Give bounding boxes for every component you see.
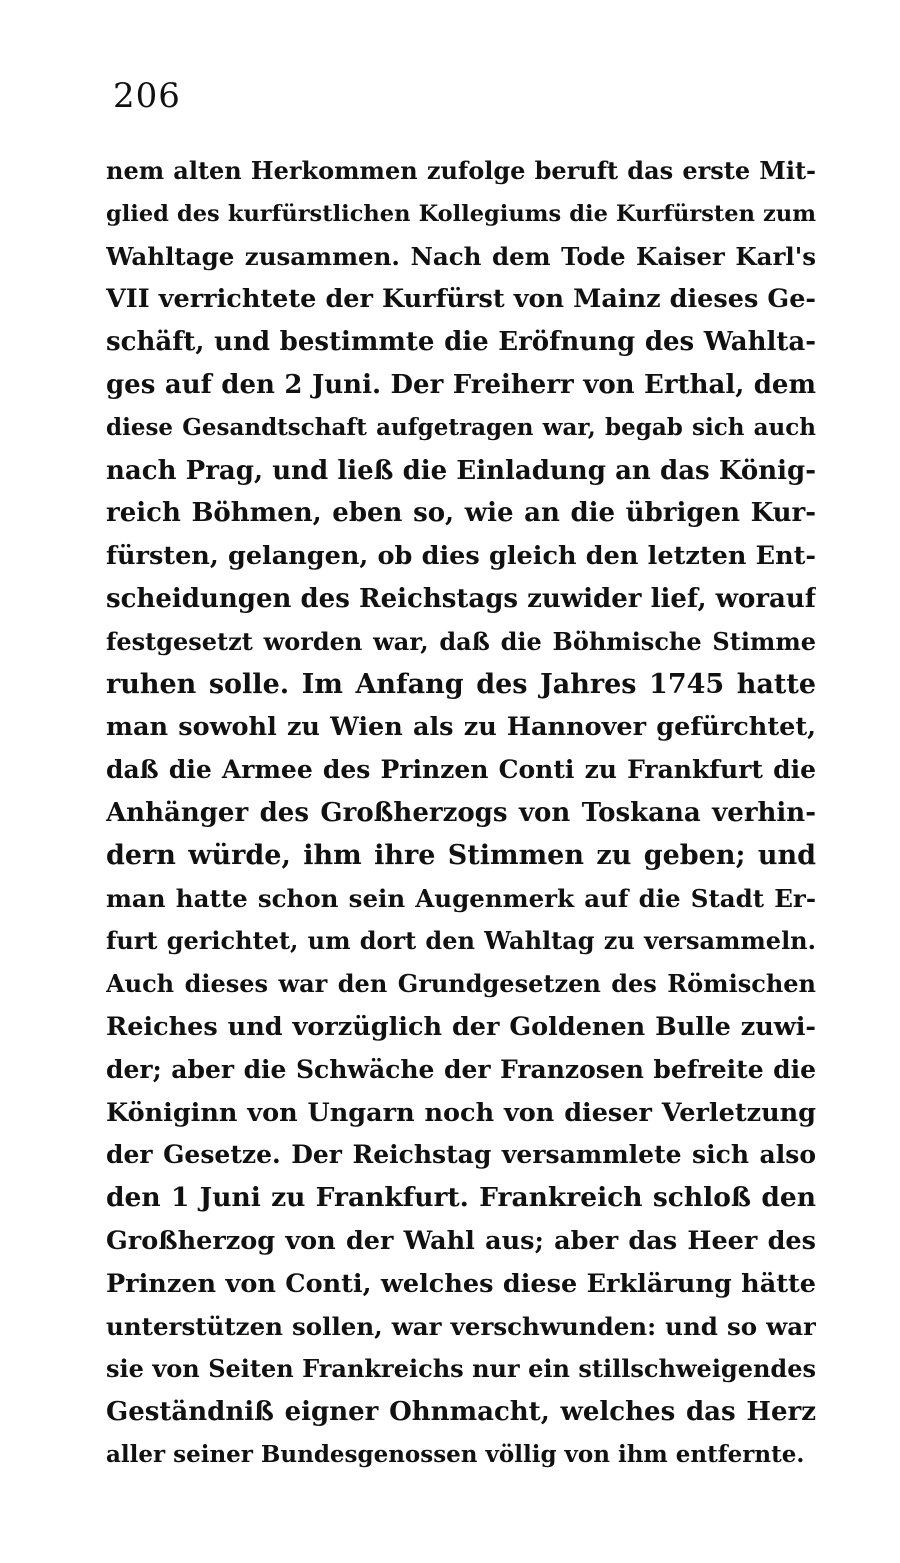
text-line: Auch dieses war den Grundgesetzen des Römischen xyxy=(106,969,816,999)
text-line: Reiches und vorzüglich der Goldenen Bulle zuwi- xyxy=(106,1011,816,1042)
body-text xyxy=(106,150,816,1477)
text-line: Großherzog von der Wahl aus; aber das Heer des xyxy=(106,1225,816,1256)
text-line: der Gesetze. Der Reichstag versammlete sich also xyxy=(106,1140,816,1170)
text-line: nach Prag, und ließ die Einladung an das König- xyxy=(106,455,816,486)
text-line: reich Böhmen, eben so, wie an die übrigen Kur- xyxy=(106,498,816,529)
text-line: furt gerichtet, um dort den Wahltag zu versammeln. xyxy=(106,926,816,956)
text-line: aller seiner Bundesgenossen völlig von ihm entfernte. xyxy=(106,1440,805,1468)
text-line: Königinn von Ungarn noch von dieser Verletzung xyxy=(106,1097,816,1128)
text-line: man sowohl zu Wien als zu Hannover gefürchtet, xyxy=(106,712,816,743)
text-line: daß die Armee des Prinzen Conti zu Frankfurt die xyxy=(106,755,816,785)
text-line: den 1 Juni zu Frankfurt. Frankreich schloß den xyxy=(106,1182,816,1214)
text-line: scheidungen des Reichstags zuwider lief, worauf xyxy=(106,583,816,614)
text-line: ges auf den 2 Juni. Der Freiherr von Erthal, dem xyxy=(106,369,816,400)
text-line: sie von Seiten Frankreichs nur ein stillschweigendes xyxy=(106,1354,816,1384)
text-line: festgesetzt worden war, daß die Böhmische Stimme xyxy=(106,626,816,656)
text-line: glied des kurfürstlichen Kollegiums die Kurfürsten zum xyxy=(106,200,816,227)
text-line: schäft, und bestimmte die Eröfnung des Wahlta- xyxy=(106,327,816,358)
text-line: unterstützen sollen, war verschwunden: und so war xyxy=(106,1311,816,1341)
text-line: Geständniß eigner Ohnmacht, welches das Herz xyxy=(106,1397,816,1428)
text-line: Prinzen von Conti, welches diese Erklärung hätte xyxy=(106,1268,816,1299)
page-number: 206 xyxy=(113,76,181,116)
text-line: fürsten, gelangen, ob dies gleich den letzten Ent- xyxy=(106,541,816,572)
text-line: ruhen solle. Im Anfang des Jahres 1745 hatte xyxy=(106,668,816,700)
text-line: dern würde, ihm ihre Stimmen zu geben; und xyxy=(106,839,816,871)
text-line: Wahltage zusammen. Nach dem Tode Kaiser Karl's xyxy=(106,241,816,271)
text-line: man hatte schon sein Augenmerk auf die Stadt Er- xyxy=(106,883,816,913)
text-line: diese Gesandtschaft aufgetragen war, begab sich auch xyxy=(106,413,816,441)
text-line: der; aber die Schwäche der Franzosen befreite die xyxy=(106,1054,816,1084)
text-line: Anhänger des Großherzogs von Toskana verhin- xyxy=(106,797,816,828)
text-line: nem alten Herkommen zufolge beruft das erste Mit- xyxy=(106,156,816,185)
text-line: VII verrichtete der Kurfürst von Mainz dieses Ge- xyxy=(106,284,816,315)
